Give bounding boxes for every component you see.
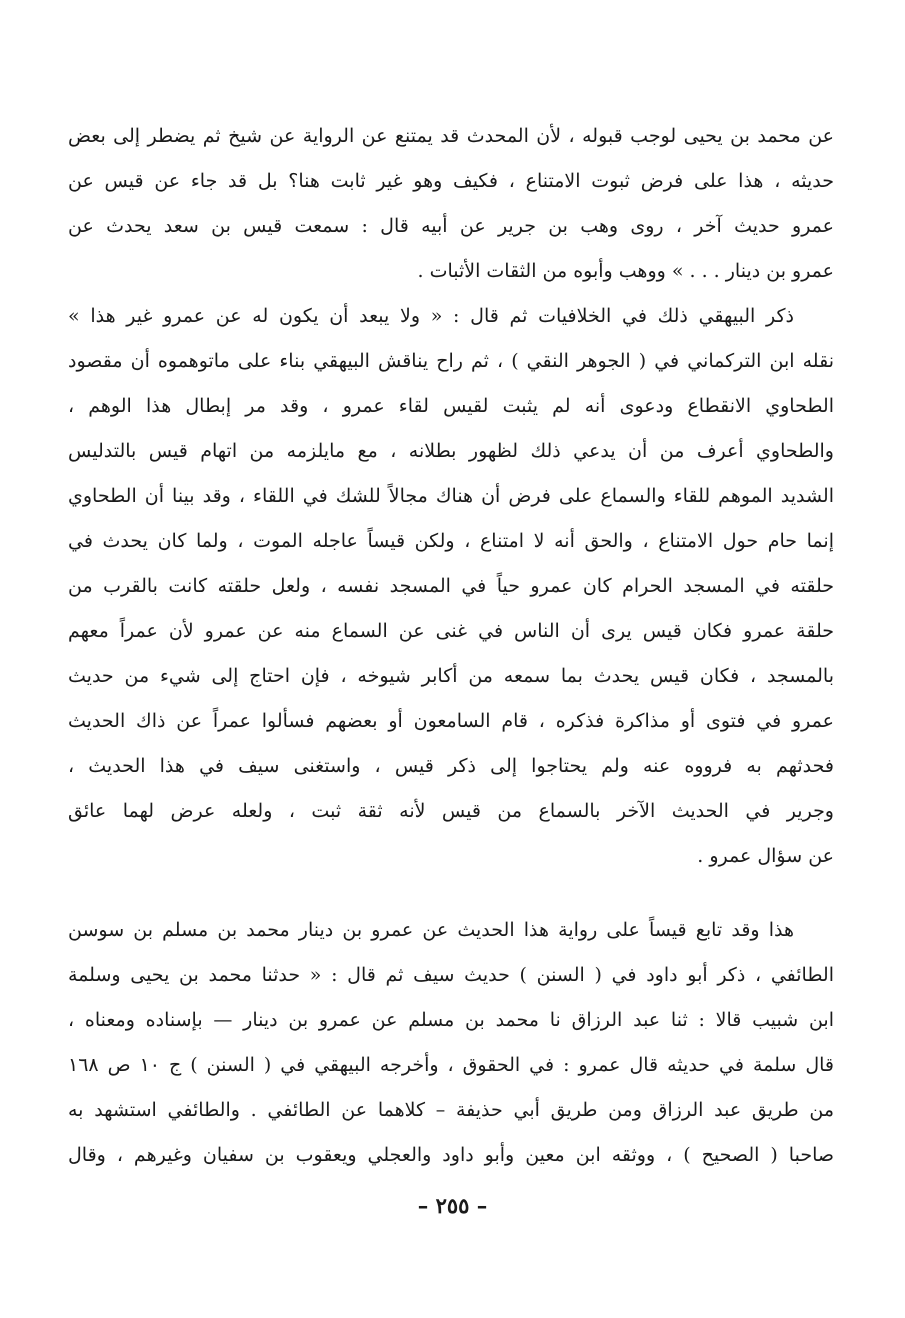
text-line: الطحاوي الانقطاع ودعوى أنه لم يثبت لقيس لقاء عمرو ، وقد مر إبطال هذا الوهم ، [68, 395, 834, 417]
text-line: وجرير في الحديث الآخر بالسماع من قيس لأنه ثقة ثبت ، ولعله عرض لهما عائق [68, 800, 834, 822]
text-line: عمرو حديث آخر ، روى وهب بن جرير عن أبيه قال : سمعت قيس بن سعد يحدث عن [68, 215, 834, 237]
text-line: فحدثهم به فرووه عنه ولم يحتاجوا إلى ذكر قيس ، واستغنى سيف في هذا الحديث ، [68, 755, 834, 777]
text-line: قال سلمة في حديثه قال عمرو : في الحقوق ، وأخرجه البيهقي في ( السنن ) ج ١٠ ص ١٦٨ [68, 1054, 834, 1076]
paragraph-1 [68, 114, 834, 294]
text-line: حديثه ، هذا على فرض ثبوت الامتناع ، فكيف وهو غير ثابت هنا؟ بل قد جاء عن قيس عن [68, 170, 834, 192]
paragraph-3 [68, 908, 834, 1178]
text-line: عن محمد بن يحيى لوجب قبوله ، لأن المحدث قد يمتنع عن الرواية عن شيخ ثم يضطر إلى بعض [68, 125, 834, 147]
text-line: عن سؤال عمرو . [697, 845, 834, 867]
text-line: صاحبا ( الصحيح ) ، ووثقه ابن معين وأبو داود والعجلي ويعقوب بن سفيان وغيرهم ، وقال [68, 1144, 834, 1166]
text-line: من طريق عبد الرزاق ومن طريق أبي حذيفة – كلاهما عن الطائفي . والطائفي استشهد به [68, 1099, 834, 1121]
text-line: حلقته في المسجد الحرام كان عمرو حياً في المسجد نفسه ، ولعل حلقته كانت بالقرب من [68, 575, 834, 597]
paragraph-2 [68, 294, 834, 879]
text-line: ابن شبيب قالا : ثنا عبد الرزاق نا محمد بن مسلم عن عمرو بن دينار — بإسناده ومعناه ، [68, 1009, 834, 1031]
text-line: عمرو بن دينار . . . » ووهب وأبوه من الثقات الأثبات . [417, 260, 834, 282]
text-line: حلقة عمرو فكان قيس يرى أن الناس في غنى عن السماع منه عن عمرو لأن عمراً معهم [68, 620, 834, 642]
text-line: الشديد الموهم للقاء والسماع على فرض أن هناك مجالاً للشك في اللقاء ، وقد بينا أن الطحاوي [68, 485, 834, 507]
text-line: بالمسجد ، فكان قيس يحدث بما سمعه من أكابر شيوخه ، فإن احتاج إلى شيء من حديث [68, 665, 834, 687]
text-line: نقله ابن التركماني في ( الجوهر النقي ) ، ثم راح يناقش البيهقي بناء على ماتوهموه أن مقصود [68, 350, 834, 372]
text-line: عمرو في فتوى أو مذاكرة فذكره ، قام السامعون أو بعضهم فسألوا عمراً عن ذاك الحديث [68, 710, 834, 732]
text-line: هذا وقد تابع قيساً على رواية هذا الحديث عن عمرو بن دينار محمد بن مسلم بن سوسن [68, 919, 794, 941]
page-number: – ٢٥٥ – [417, 1193, 488, 1218]
text-line: ذكر البيهقي ذلك في الخلافيات ثم قال : « ولا يبعد أن يكون له عن عمرو غير هذا » [68, 305, 794, 327]
text-line: والطحاوي أعرف من أن يدعي ذلك لظهور بطلانه ، مع مايلزمه من اتهام قيس بالتدليس [68, 440, 834, 462]
text-line: إنما حام حول الامتناع ، والحق أنه لا امتناع ، ولكن قيساً عاجله الموت ، ولما كان يحدث في [68, 530, 834, 552]
text-line: الطائفي ، ذكر أبو داود في ( السنن ) حديث سيف ثم قال : « حدثنا محمد بن يحيى وسلمة [68, 964, 834, 986]
